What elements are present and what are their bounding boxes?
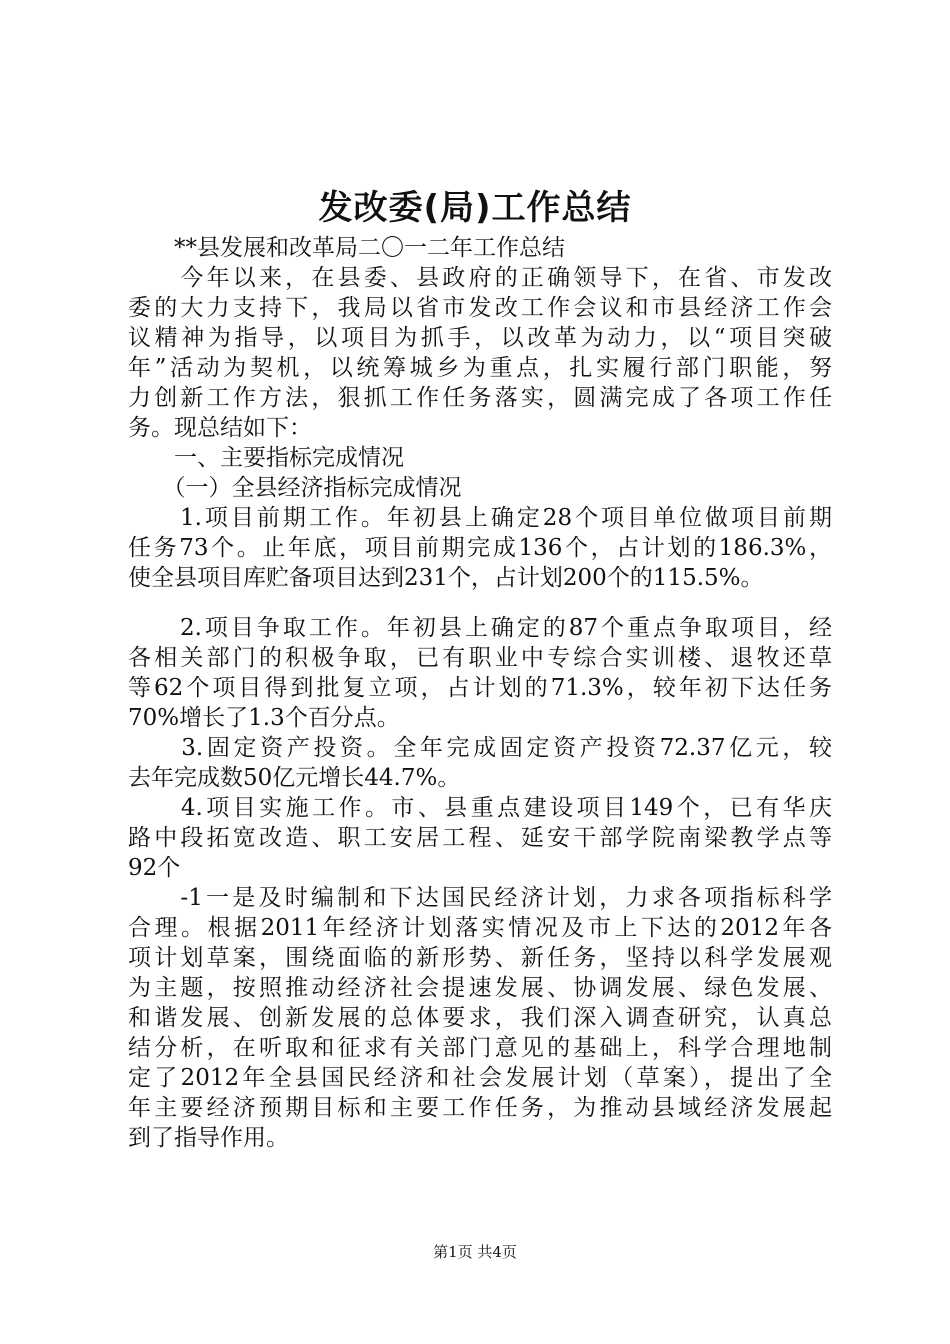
document-title: 发改委(局)工作总结	[318, 188, 632, 228]
paragraph-line: 务。现总结如下：	[128, 415, 312, 441]
paragraph-line: 92个	[128, 855, 181, 881]
document-body	[128, 233, 832, 1153]
paragraph-line: 委的大力支持下，我局以省市发改工作会议和市县经济工作会	[128, 295, 832, 321]
paragraph-line: 等62个项目得到批复立项，占计划的71.3%，较年初下达任务	[128, 675, 832, 701]
subsection-heading: （一）全县经济指标完成情况	[128, 475, 462, 501]
page-footer: 第1页 共4页	[433, 1243, 517, 1261]
paragraph-line: 结分析，在听取和征求有关部门意见的基础上，科学合理地制	[128, 1035, 832, 1061]
paragraph-line: 为主题，按照推动经济社会提速发展、协调发展、绿色发展、	[128, 975, 832, 1001]
paragraph-line: 到了指导作用。	[128, 1125, 289, 1151]
subtitle-line: **县发展和改革局二〇一二年工作总结	[128, 235, 565, 261]
paragraph-line: 项计划草案，围绕面临的新形势、新任务，坚持以科学发展观	[128, 945, 832, 971]
paragraph-line: 合理。根据2011年经济计划落实情况及市上下达的2012年各	[128, 915, 832, 941]
section-heading: 一、主要指标完成情况	[128, 445, 404, 471]
paragraph-line: 年”活动为契机，以统筹城乡为重点，扎实履行部门职能，努	[128, 355, 832, 381]
paragraph-line: 2.项目争取工作。年初县上确定的87个重点争取项目，经	[128, 615, 832, 641]
paragraph-line: -1一是及时编制和下达国民经济计划，力求各项指标科学	[128, 885, 832, 911]
paragraph-line: 定了2012年全县国民经济和社会发展计划（草案），提出了全	[128, 1065, 832, 1091]
paragraph-line: 今年以来，在县委、县政府的正确领导下，在省、市发改	[128, 265, 832, 291]
paragraph-line: 各相关部门的积极争取，已有职业中专综合实训楼、退牧还草	[128, 645, 832, 671]
paragraph-line: 任务73个。止年底，项目前期完成136个，占计划的186.3%，	[128, 535, 832, 561]
paragraph-line: 1.项目前期工作。年初县上确定28个项目单位做项目前期	[128, 505, 832, 531]
paragraph-line: 4.项目实施工作。市、县重点建设项目149个，已有华庆	[128, 795, 832, 821]
paragraph-line: 去年完成数50亿元增长44.7%。	[128, 765, 461, 791]
paragraph-line: 使全县项目库贮备项目达到231个，占计划200个的115.5%。	[128, 565, 764, 591]
paragraph-line: 力创新工作方法，狠抓工作任务落实，圆满完成了各项工作任	[128, 385, 832, 411]
paragraph-line: 议精神为指导，以项目为抓手，以改革为动力，以“项目突破	[128, 325, 832, 351]
paragraph-line: 70%增长了1.3个百分点。	[128, 705, 400, 731]
paragraph-line: 路中段拓宽改造、职工安居工程、延安干部学院南梁教学点等	[128, 825, 832, 851]
paragraph-line: 和谐发展、创新发展的总体要求，我们深入调查研究，认真总	[128, 1005, 832, 1031]
paragraph-gap	[128, 593, 832, 613]
paragraph-line: 3.固定资产投资。全年完成固定资产投资72.37亿元，较	[128, 735, 832, 761]
paragraph-line: 年主要经济预期目标和主要工作任务，为推动县域经济发展起	[128, 1095, 832, 1121]
